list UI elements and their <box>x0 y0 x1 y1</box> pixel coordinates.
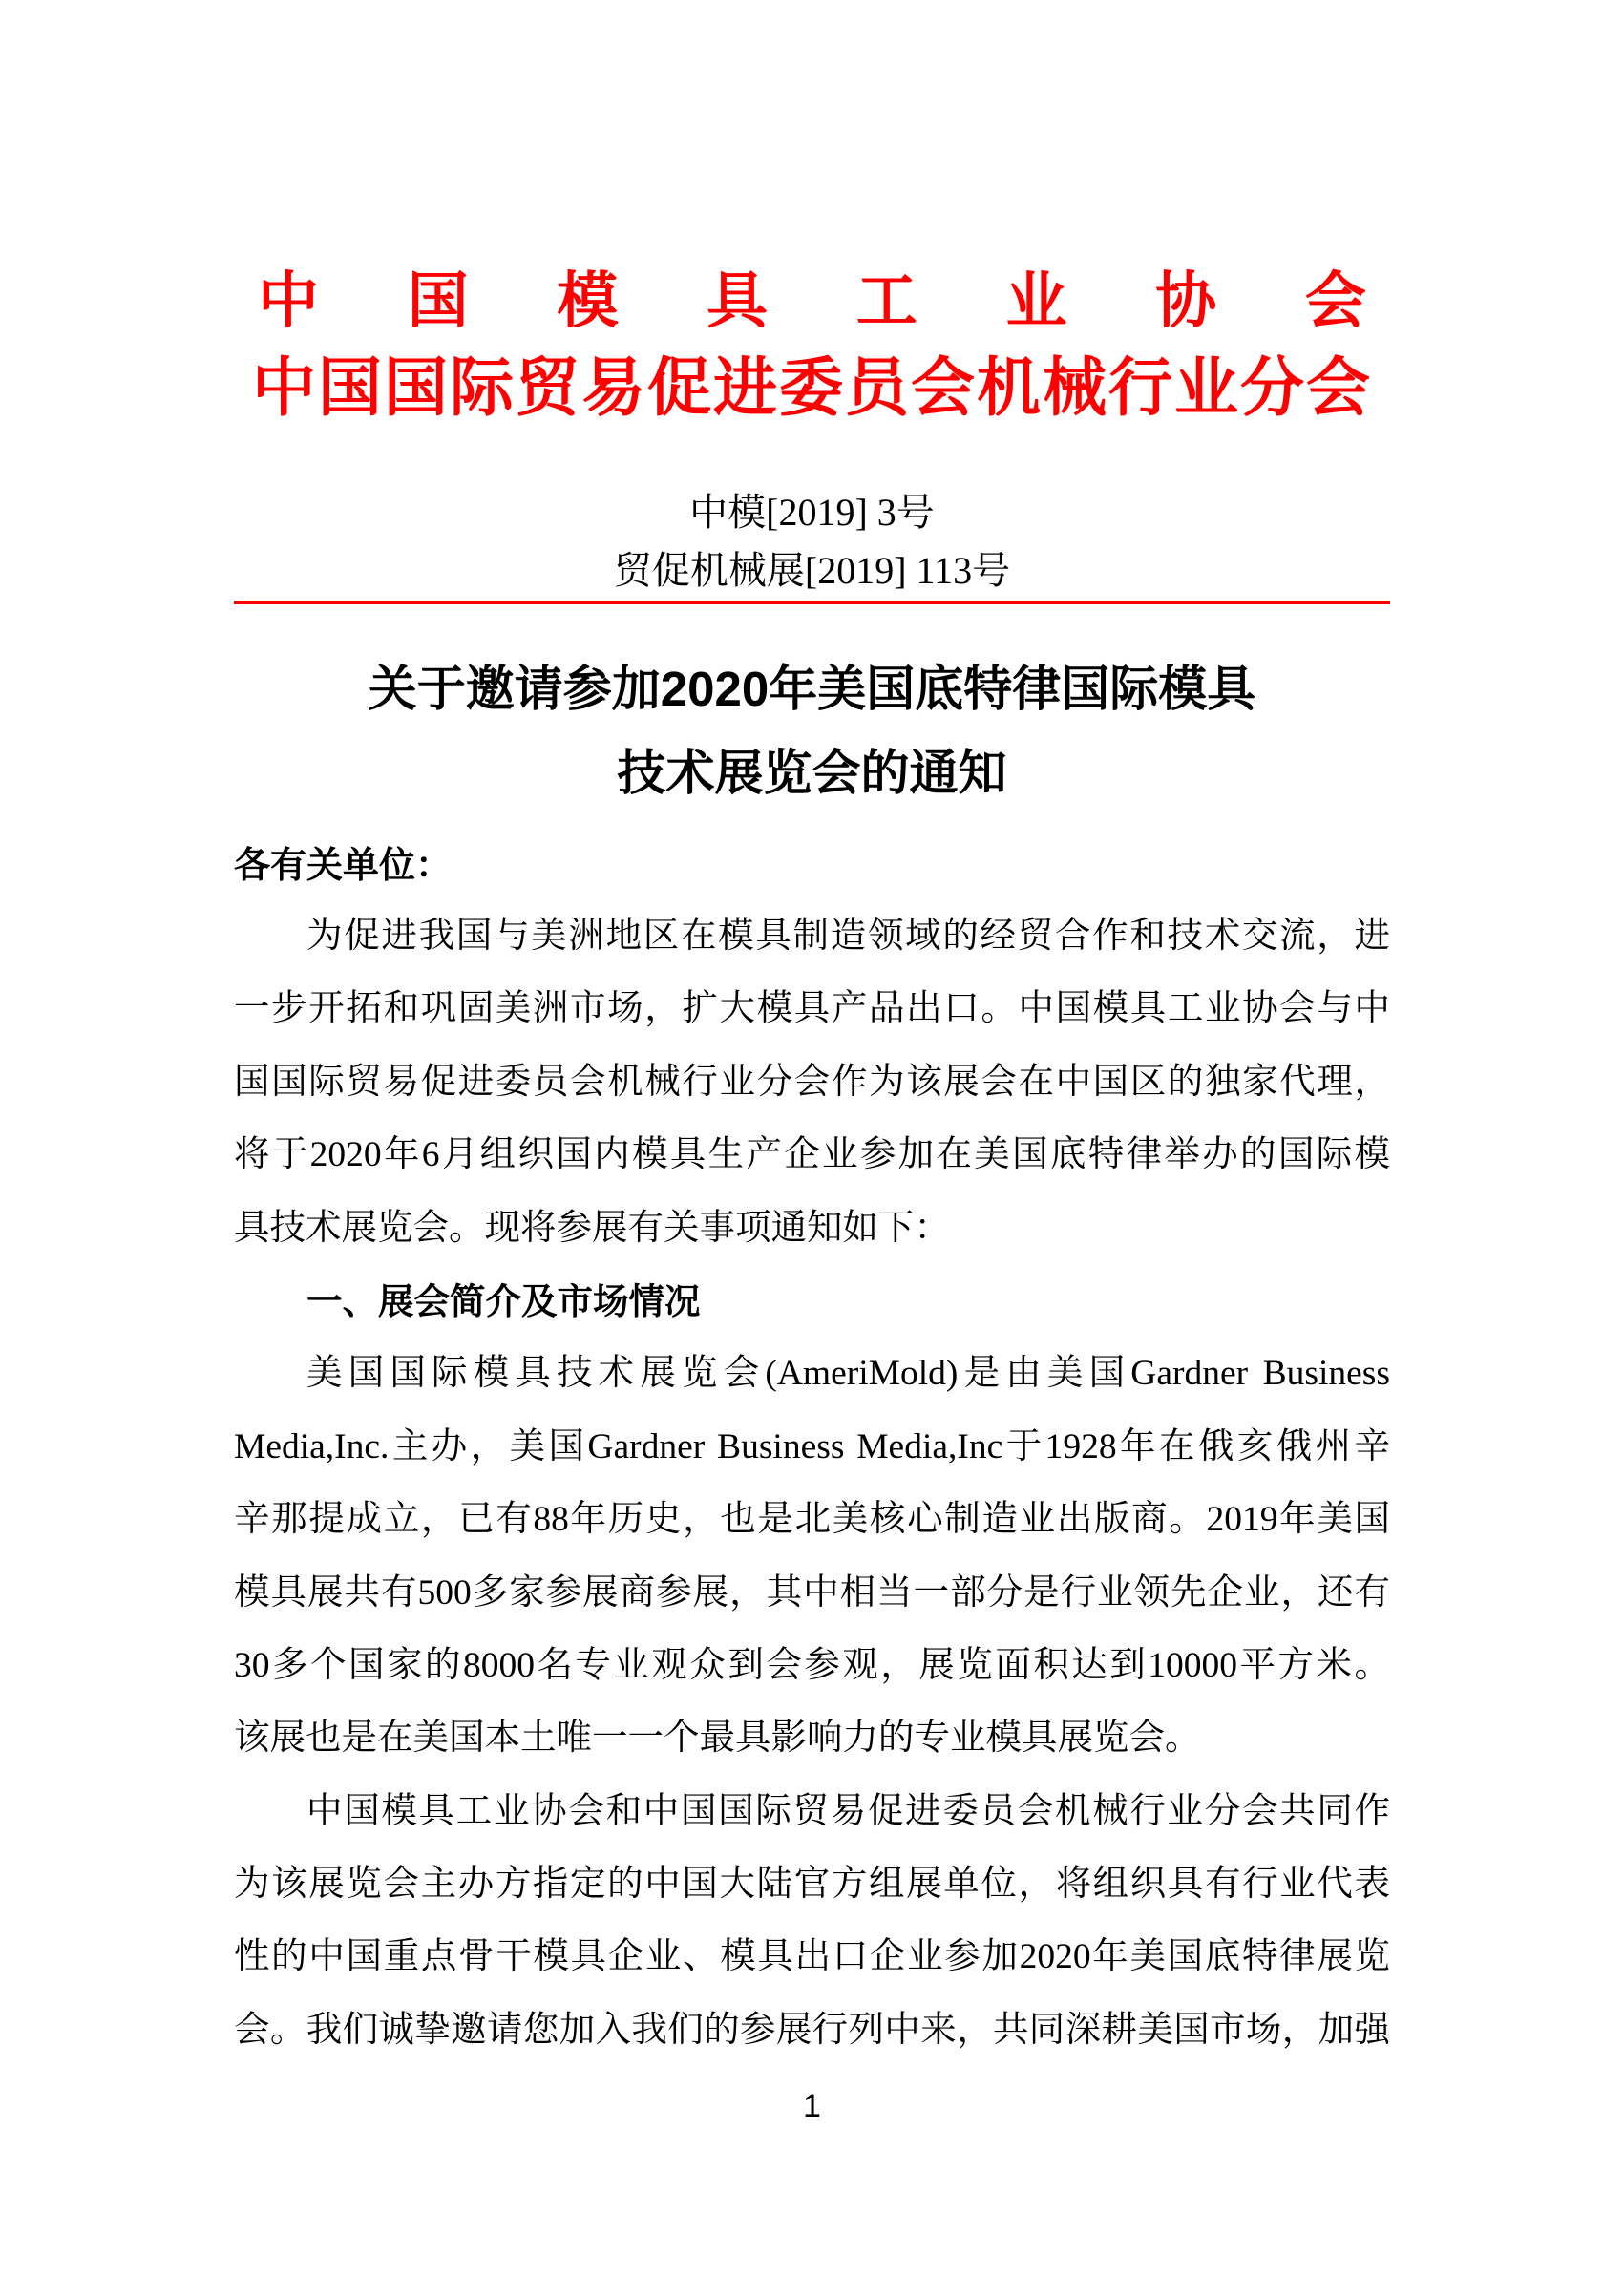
body-text-line: 具技术展览会。现将参展有关事项通知如下： <box>234 1208 950 1248</box>
letterhead-char: 模 <box>557 267 619 335</box>
document-title-line1: 关于邀请参加2020年美国底特律国际模具 <box>368 662 1256 716</box>
letterhead-char: 会 <box>1304 267 1366 335</box>
body-text-line: 中国模具工业协会和中国国际贸易促进委员会机械行业分会共同作 <box>306 1791 1390 1831</box>
body-text-line: 辛那提成立，已有88年历史，也是北美核心制造业出版商。2019年美国 <box>234 1500 1390 1540</box>
letterhead-char: 中 <box>258 267 319 335</box>
salutation: 各有关单位： <box>234 846 453 886</box>
body-text-line: 将于2020年6月组织国内模具生产企业参加在美国底特律举办的国际模 <box>234 1135 1390 1175</box>
letterhead-char: 工 <box>855 267 917 335</box>
body-text-line: 美国国际模具技术展览会(AmeriMold)是由美国Gardner Business <box>306 1354 1390 1394</box>
letterhead-org-primary <box>234 267 1390 336</box>
letterhead-char: 协 <box>1155 267 1217 335</box>
doc-number-line: 贸促机械展[2019] 113号 <box>613 549 1011 592</box>
letterhead-char: 业 <box>1005 267 1067 335</box>
body-text-line: 为该展览会主办方指定的中国大陆官方组展单位，将组织具有行业代表 <box>234 1865 1390 1905</box>
document-body <box>234 900 1390 2067</box>
body-text-line: 性的中国重点骨干模具企业、模具出口企业参加2020年美国底特律展览 <box>234 1937 1390 1977</box>
doc-number-line: 中模[2019] 3号 <box>689 491 935 534</box>
body-text-line: 为促进我国与美洲地区在模具制造领域的经贸合作和技术交流，进 <box>306 917 1390 956</box>
body-text-line: 该展也是在美国本土唯一一个最具影响力的专业模具展览会。 <box>234 1719 1201 1759</box>
body-text-line: Media,Inc.主办，美国Gardner Business Media,Inc于1928年在俄亥俄州辛 <box>234 1426 1390 1466</box>
body-text-line: 一步开拓和巩固美洲市场，扩大模具产品出口。中国模具工业协会与中 <box>234 989 1390 1029</box>
page-number: 1 <box>803 2088 821 2124</box>
section-heading: 一、展会简介及市场情况 <box>306 1280 701 1321</box>
body-text-line: 30多个国家的8000名专业观众到会参观，展览面积达到10000平方米。 <box>234 1645 1390 1685</box>
body-text-line: 会。我们诚挚邀请您加入我们的参展行列中来，共同深耕美国市场，加强 <box>234 2010 1390 2050</box>
doc-reference-numbers <box>0 483 1624 600</box>
document-title-line2: 技术展览会的通知 <box>617 746 1007 800</box>
letterhead-char: 具 <box>707 267 769 335</box>
letterhead-char: 国 <box>407 267 469 335</box>
body-text-line: 模具展共有500多家参展商参展，其中相当一部分是行业领先企业，还有 <box>234 1572 1390 1613</box>
body-text-line: 国国际贸易促进委员会机械行业分会作为该展会在中国区的独家代理， <box>234 1062 1390 1102</box>
letterhead-org-secondary: 中国国际贸易促进委员会机械行业分会 <box>252 353 1372 424</box>
document-title <box>0 647 1624 815</box>
red-divider-rule <box>234 601 1390 604</box>
